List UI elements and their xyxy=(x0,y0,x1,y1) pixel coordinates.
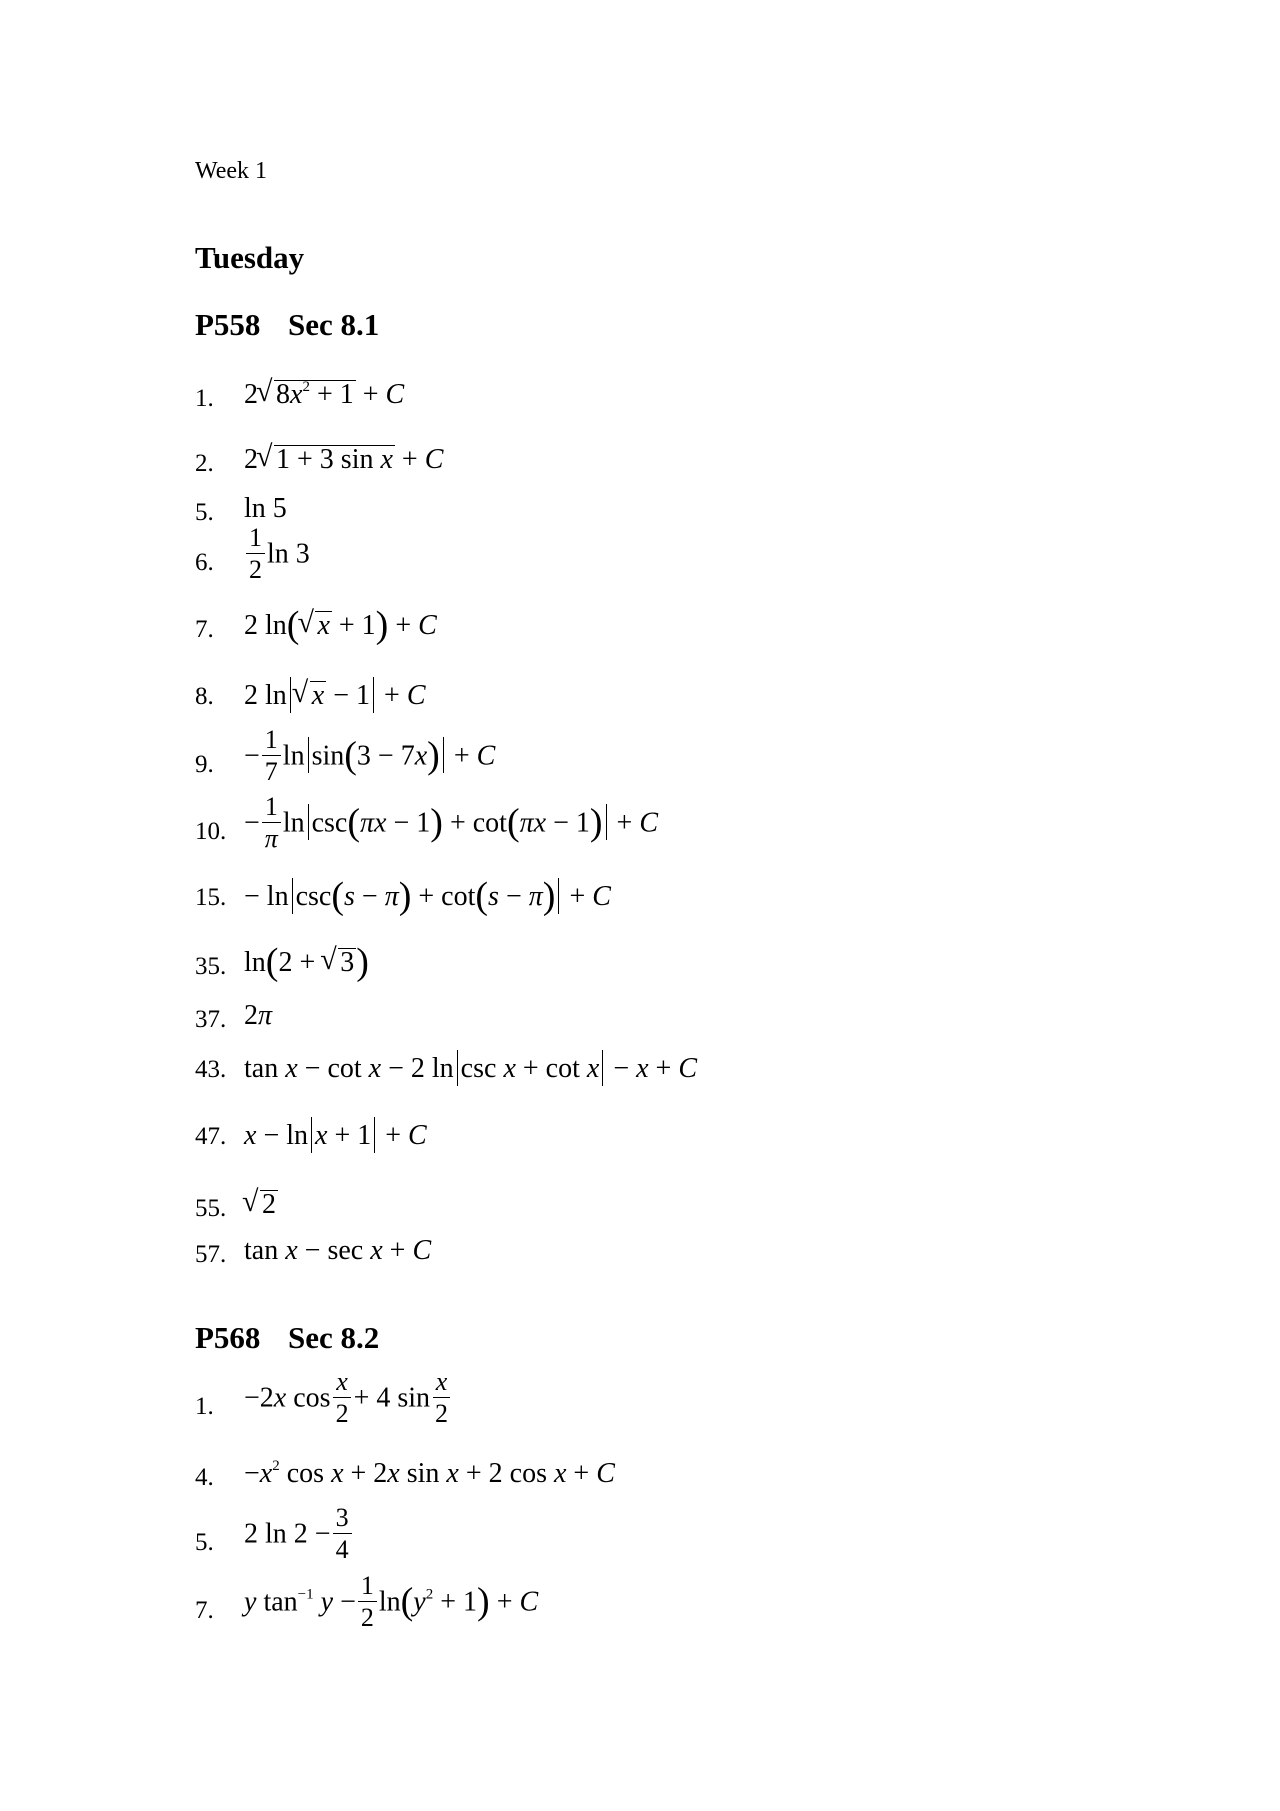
problem-number: 5. xyxy=(195,499,214,526)
answer-formula: − $\frac{1}{7}$ ln sin(3 − 7x) + C xyxy=(244,725,496,786)
answer-formula: 2 ln 2 − $\frac{3}{4}$ xyxy=(244,1507,354,1565)
problem-number: 1. xyxy=(195,385,214,412)
section-page: P568 xyxy=(195,1320,261,1355)
answer-formula: −2x cos $\frac{x}{2}$ + 4 sin $\frac{x}{2}$ xyxy=(244,1371,453,1429)
problem-number: 8. xyxy=(195,683,214,710)
answer-formula: − $\frac{1}{\pi}$ ln csc(πx − 1) + cot(πx − 1) + C xyxy=(244,792,659,853)
section-heading-8-1 xyxy=(195,307,379,343)
answer-formula: 2√ $8x^2 + 1 + C$ xyxy=(244,379,404,411)
problem-number: 43. xyxy=(195,1056,227,1083)
day-heading: Tuesday xyxy=(195,240,305,275)
problem-number: 5. xyxy=(195,1529,214,1556)
problem-number: 55. xyxy=(195,1195,227,1222)
answer-formula: 2 ln(√ x + 1) + C xyxy=(244,610,437,642)
problem-number: 7. xyxy=(195,616,214,643)
answer-formula: y $\tan^{-1} y$ − $\frac{1}{2}$ $\ln(y^2 + 1) + C$ xyxy=(244,1571,539,1632)
problem-number: 47. xyxy=(195,1123,227,1150)
problem-number: 9. xyxy=(195,751,214,778)
answer-formula: tan x − sec x + C xyxy=(244,1235,432,1266)
problem-number: 7. xyxy=(195,1597,214,1624)
answer-formula: x − ln x + 1 + C xyxy=(244,1117,427,1153)
answer-formula: − ln csc(s − π) + cot(s − π) + C xyxy=(244,875,611,917)
problem-number: 57. xyxy=(195,1241,227,1268)
section-page: P558 xyxy=(195,307,261,342)
problem-number: 4. xyxy=(195,1464,214,1491)
section-heading-8-2 xyxy=(195,1320,379,1356)
week-label: Week 1 xyxy=(195,158,268,184)
problem-number: 2. xyxy=(195,450,214,477)
answer-formula: ln(2 + √ 3) xyxy=(244,947,369,979)
problem-number: 35. xyxy=(195,953,227,980)
answer-formula: $\frac{1}{2}$ ln 3 xyxy=(244,527,310,585)
problem-number: 6. xyxy=(195,549,214,576)
answer-formula: √ 2 xyxy=(244,1189,278,1221)
answer-formula: 2 ln√ x − 1 + C xyxy=(244,677,426,713)
answer-formula: 2π xyxy=(244,1000,273,1031)
section-title: Sec 8.2 xyxy=(288,1320,380,1355)
answer-formula: $-x^2$ cos x + 2x sin x + 2 cos x + C xyxy=(244,1458,615,1489)
answer-formula: ln 5 xyxy=(244,493,287,524)
problem-number: 1. xyxy=(195,1393,214,1420)
problem-number: 10. xyxy=(195,818,227,845)
answer-formula: tan x − cot x − 2 ln csc x + cot x − x + C xyxy=(244,1050,697,1086)
problem-number: 37. xyxy=(195,1006,227,1033)
problem-number: 15. xyxy=(195,884,227,911)
answer-formula: 2√ 1 + 3 sin x + C xyxy=(244,444,443,476)
section-title: Sec 8.1 xyxy=(288,307,380,342)
